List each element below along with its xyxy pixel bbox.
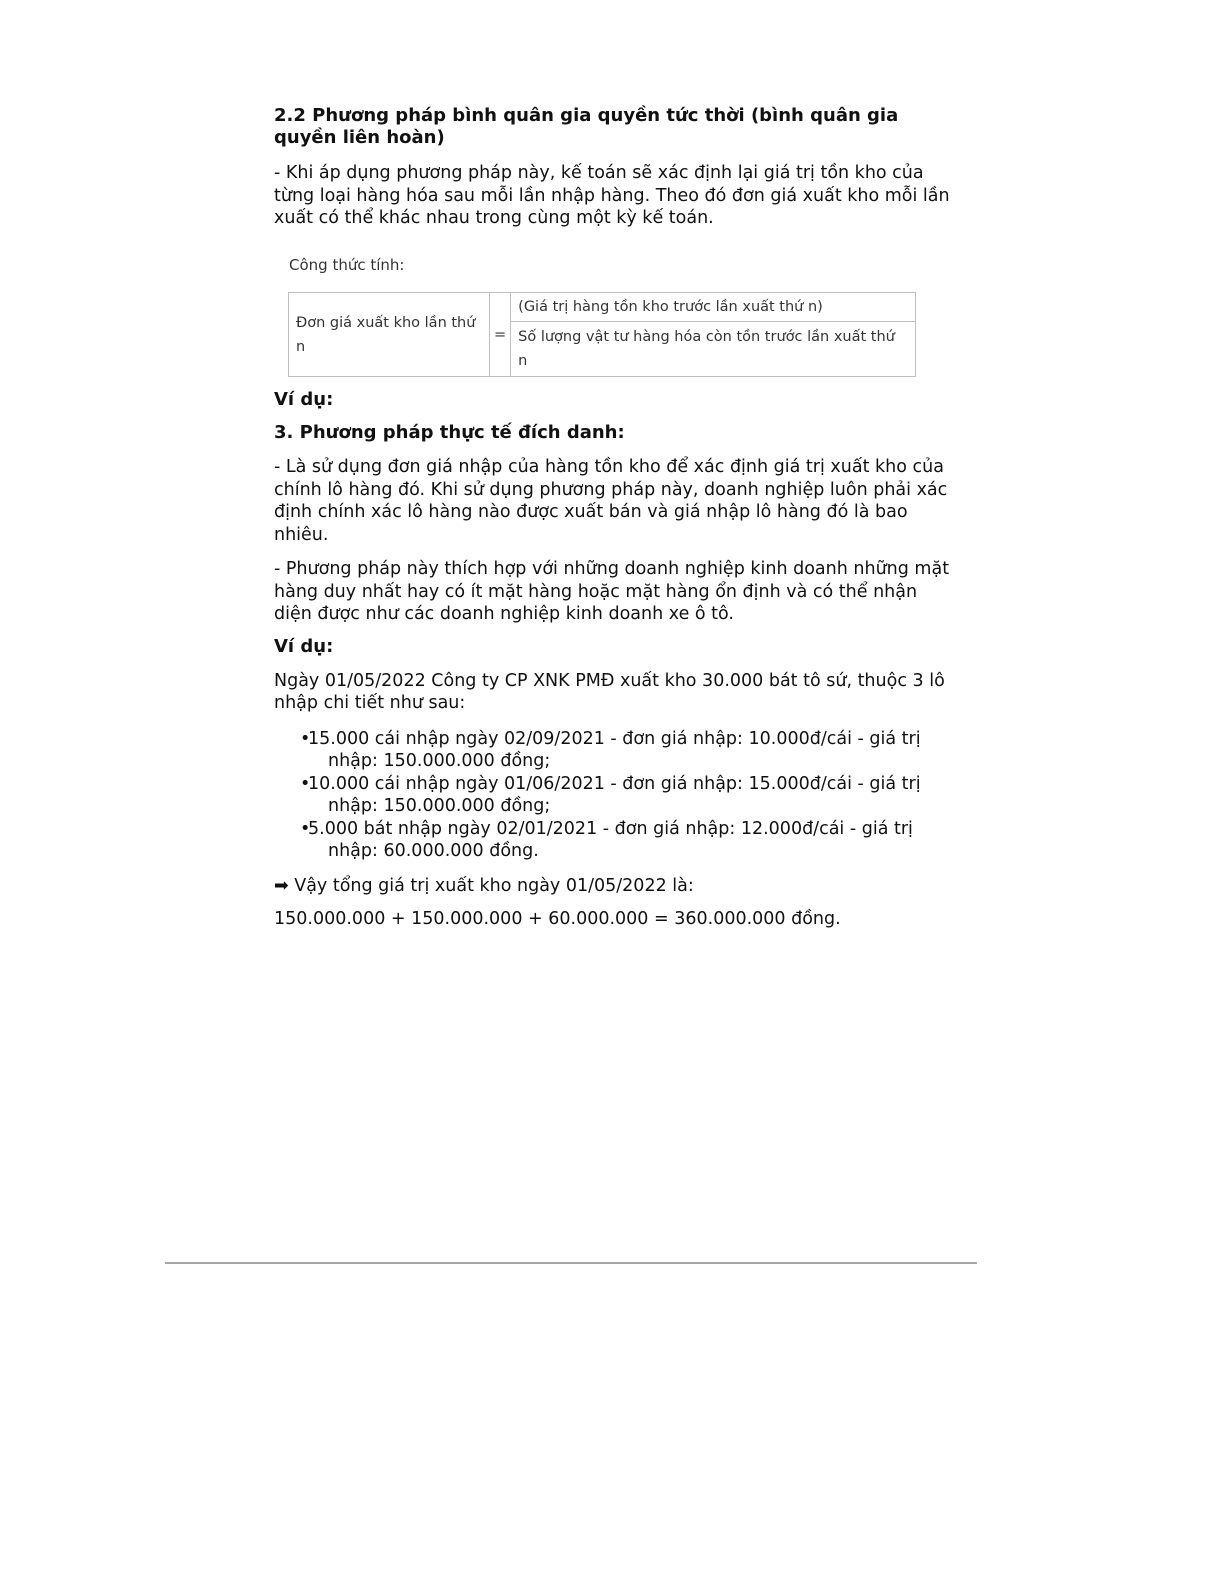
section-2-2-paragraph: - Khi áp dụng phương pháp này, kế toán sẽ xác định lại giá trị tồn kho của từng loại hàng hóa sau mỗi lần nhập hàng. Theo đó đơn giá xuất kho mỗi lần xuất có thể khác nhau trong cùng một kỳ kế toán. [274, 163, 950, 228]
bullet-icon: • [300, 773, 311, 794]
formula-equals: = [490, 293, 511, 377]
formula-denominator: Số lượng vật tư hàng hóa còn tồn trước lần xuất thứ n [511, 322, 916, 377]
bullet-icon: • [300, 818, 311, 839]
list-item: •10.000 cái nhập ngày 01/06/2021 - đơn giá nhập: 15.000đ/cái - giá trị nhập: 150.000.000 đồng; [300, 773, 921, 816]
document-content [274, 105, 954, 230]
example-total: 150.000.000 + 150.000.000 + 60.000.000 = 360.000.000 đồng. [274, 909, 841, 929]
section-3-paragraph-1: - Là sử dụng đơn giá nhập của hàng tồn kho để xác định giá trị xuất kho của chính lô hàng đó. Khi sử dụng phương pháp này, doanh nghiệp luôn phải xác định chính xác lô hàng nào được xuất bán và giá nhập lô hàng đó là bao nhiêu. [274, 457, 948, 545]
example-conclusion: ➡ Vậy tổng giá trị xuất kho ngày 01/05/2022 là: [274, 875, 694, 896]
example-label-2: Ví dụ: [274, 635, 334, 657]
bullet-icon: • [300, 728, 311, 749]
example-intro: Ngày 01/05/2022 Công ty CP XNK PMĐ xuất kho 30.000 bát tô sứ, thuộc 3 lô nhập chi tiết như sau: [274, 670, 945, 713]
section-2-2-heading: 2.2 Phương pháp bình quân gia quyền tức thời (bình quân gia quyền liên hoàn) [274, 105, 899, 148]
formula-lhs: Đơn giá xuất kho lần thứ n [289, 293, 490, 377]
section-3-paragraph-2: - Phương pháp này thích hợp với những doanh nghiệp kinh doanh những mặt hàng duy nhất hay có ít mặt hàng hoặc mặt hàng ổn định và có thể nhận diện được như các doanh nghiệp kinh doanh xe ô tô. [274, 559, 950, 624]
example-item-list [274, 728, 950, 863]
page-divider [165, 1262, 977, 1264]
section-3-heading: 3. Phương pháp thực tế đích danh: [274, 422, 625, 443]
formula-label: Công thức tính: [289, 256, 405, 274]
example-label-1: Ví dụ: [274, 389, 334, 410]
document-content-lower [274, 389, 954, 931]
list-item: •5.000 bát nhập ngày 02/01/2021 - đơn giá nhập: 12.000đ/cái - giá trị nhập: 60.000.000 đồng. [300, 818, 913, 861]
formula-table [288, 292, 916, 377]
list-item: •15.000 cái nhập ngày 02/09/2021 - đơn giá nhập: 10.000đ/cái - giá trị nhập: 150.000.000 đồng; [300, 728, 921, 771]
formula-numerator: (Giá trị hàng tồn kho trước lần xuất thứ n) [511, 293, 916, 322]
